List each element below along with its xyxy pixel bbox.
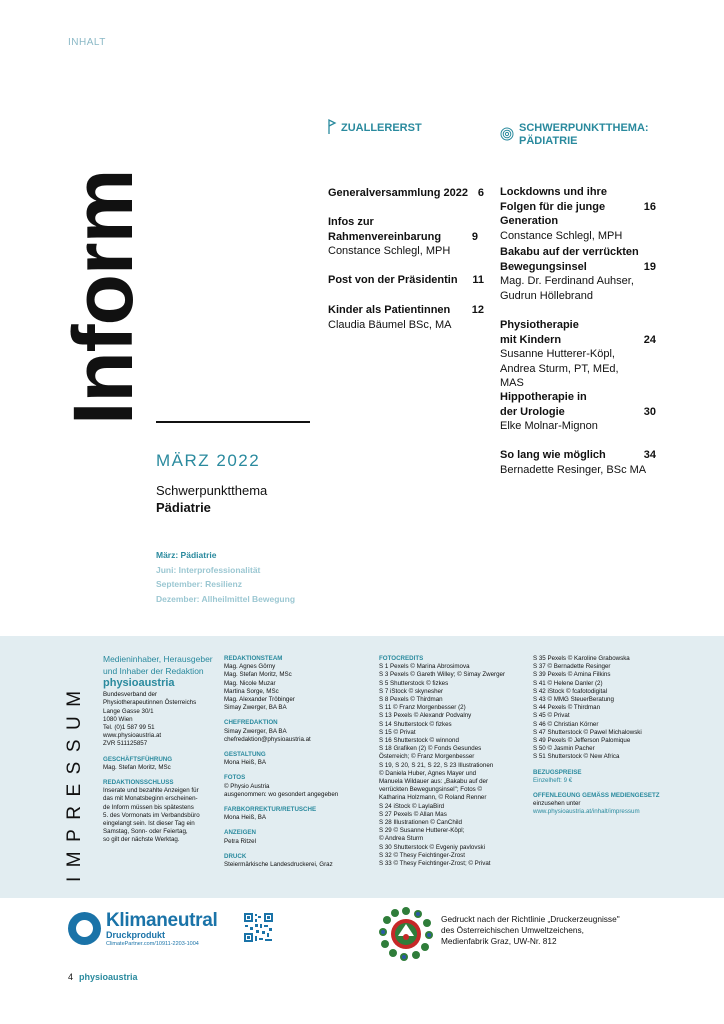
credit-line: S 30 Shutterstock © Evgeniy pavlovski — [379, 843, 486, 851]
impressum-link[interactable]: www.physioaustria.at/inhalt/impressum — [533, 808, 640, 816]
toc-title: Infos zur Rahmenvereinbarung — [328, 216, 442, 243]
credit-line: S 29 © Susanne Hutterer-Köpl; — [379, 827, 465, 835]
credit-line: S 41 © Helene Danler (2) — [533, 679, 603, 687]
magazine-title-text: Inform — [56, 169, 150, 425]
credit-line: Österreich; © Franz Morgenbesser — [379, 753, 475, 761]
flag-icon — [328, 119, 336, 135]
footer-brand: physioaustria — [79, 972, 138, 982]
prices-heading: BEZUGSPREISE — [533, 768, 582, 776]
toc-entry[interactable] — [328, 273, 484, 288]
credit-line: © Daniela Huber, Agnes Mayer und — [379, 769, 477, 777]
credit-line: S 28 Illustrationen © CanChild — [379, 819, 462, 827]
section-heading-schwerpunkt — [519, 122, 649, 148]
chief-name: Simay Zwerger, BA BA — [224, 727, 287, 735]
chief-email: chefredaktion@physioaustria.at — [224, 735, 311, 743]
toc-page: 11 — [472, 274, 484, 286]
team-heading: REDAKTIONSTEAM — [224, 655, 283, 662]
umwelt-line: Medienfabrik Graz, UW-Nr. 812 — [441, 936, 557, 946]
credit-line: S 27 Pexels © Allan Mas — [379, 810, 447, 818]
credit-line: S 14 Shutterstock © fizkes — [379, 720, 452, 728]
schedule-item: Dezember: Allheilmittel Bewegung — [156, 594, 296, 605]
credit-line: S 16 Shutterstock © winnond — [379, 737, 459, 745]
toc-title: Lockdowns und ihre Folgen für die junge Generation — [500, 186, 607, 227]
team-member: Mag. Stefan Moritz, MSc — [224, 671, 292, 679]
design-name: Mona Heiß, BA — [224, 759, 266, 767]
credit-line: S 5 Shutterstock © fizkes — [379, 679, 449, 687]
address-line: Physiotherapeutinnen Österreichs — [103, 699, 197, 707]
magazine-title — [56, 120, 150, 425]
toc-entry[interactable] — [500, 245, 656, 303]
credit-line: S 24 iStock © LaylaBird — [379, 802, 445, 810]
credit-line: S 50 © Jasmin Pacher — [533, 745, 595, 753]
toc-author: Constance Schlegl, MPH — [500, 229, 623, 242]
credit-line: S 45 © Privat — [533, 712, 570, 720]
print-heading: DRUCK — [224, 852, 247, 860]
deadline-line: eingelangt sein. Ist dieser Tag ein — [103, 820, 195, 828]
page-number: 4 — [68, 972, 74, 982]
toc-page: 9 — [471, 231, 478, 243]
credit-line: S 42 iStock © fcafotodigital — [533, 687, 608, 695]
impressum-col-owner — [103, 654, 215, 845]
owner-heading: Medieninhaber, Herausgeber und Inhaber der Redaktion — [103, 654, 213, 676]
team-member: Simay Zwerger, BA BA — [224, 704, 287, 712]
credits-heading: FOTOCREDITS — [379, 655, 424, 662]
impressum-col-team — [224, 655, 364, 869]
impressum-title-text: IMPRESSUM — [64, 681, 85, 882]
deadline-heading: REDAKTIONSSCHLUSS — [103, 779, 174, 787]
credit-line: S 11 © Franz Morgenbesser (2) — [379, 704, 466, 712]
credit-line: S 49 Pexels © Jefferson Palomique — [533, 737, 631, 745]
toc-author: Susanne Hutterer-Köpl, Andrea Sturm, PT, MEd, MAS — [500, 348, 619, 389]
impressum-title — [62, 648, 84, 884]
credit-line: S 44 Pexels © Thirdman — [533, 704, 601, 712]
toc-entry[interactable] — [500, 318, 656, 391]
credit-line: S 35 Pexels © Karoline Grabowska — [533, 655, 630, 662]
toc-entry[interactable] — [500, 448, 656, 477]
qr-code-icon[interactable] — [243, 912, 274, 943]
address-line: 1080 Wien — [103, 715, 133, 723]
toc-title: So lang wie möglich — [500, 449, 606, 461]
credit-line: S 15 © Privat — [379, 728, 416, 736]
deadline-line: das mit Monatsbeginn erscheinen- — [103, 795, 198, 803]
toc-title: Generalversammlung 2022 — [328, 187, 469, 199]
design-heading: GESTALTUNG — [224, 751, 266, 759]
toc-page: 16 — [643, 201, 656, 213]
toc-entry[interactable] — [500, 390, 656, 434]
credit-line: verrückten Bewegungsinsel"; Fotos © — [379, 786, 483, 794]
credit-line: S 43 © MMG SteuerBeratung — [533, 696, 614, 704]
toc-entry[interactable] — [328, 186, 484, 201]
credit-line: S 33 © Thesy Feichtinger-Zrost; © Privat — [379, 860, 491, 868]
klimaneutral-badge — [68, 910, 238, 950]
impressum-col-credits — [379, 655, 524, 868]
umweltzeichen-text — [441, 914, 631, 947]
ads-name: Petra Ritzel — [224, 837, 256, 845]
gf-heading: GESCHÄFTSFÜHRUNG — [103, 755, 173, 763]
toc-page: 24 — [643, 334, 656, 346]
toc-author: Constance Schlegl, MPH — [328, 245, 451, 257]
toc-entry[interactable] — [328, 303, 484, 332]
issue-date: MÄRZ 2022 — [156, 451, 261, 470]
focus-prefix: Schwerpunktthema — [156, 483, 268, 498]
section-heading-line: SCHWERPUNKTTHEMA: — [519, 122, 649, 134]
address-line: ZVR 511125857 — [103, 740, 148, 748]
deadline-line: Inserate und bezahlte Anzeigen für — [103, 787, 199, 795]
credit-line: S 8 Pexels © Thirdman — [379, 696, 443, 704]
umwelt-line: Gedruckt nach der Richtlinie „Druckerzeugnisse" — [441, 914, 620, 924]
credit-line: S 18 Grafiken (2) © Fonds Gesundes — [379, 745, 482, 753]
gf-name: Mag. Stefan Moritz, MSc — [103, 763, 171, 771]
credit-line: © Andrea Sturm — [379, 835, 424, 843]
toc-page: 34 — [643, 449, 656, 461]
issue-schedule — [156, 548, 295, 607]
disclosure-heading: OFFENLEGUNG GEMÄSS MEDIENGESETZ — [533, 792, 660, 800]
umweltzeichen-icon — [378, 906, 434, 962]
toc-title: Kinder als Patientinnen — [328, 304, 451, 316]
klima-title: Klimaneutral — [106, 910, 218, 931]
physioaustria-logo: physioaustria — [103, 677, 175, 689]
price-single: Einzelheft: 9 € — [533, 776, 573, 784]
ads-heading: ANZEIGEN — [224, 829, 256, 837]
section-heading-zuallererst: ZUALLERERST — [341, 122, 422, 134]
credit-line: Katharina Holzmann, © Roland Renner — [379, 794, 487, 802]
klima-url: ClimatePartner.com/10911-2203-1004 — [106, 941, 199, 947]
credit-line: S 19, S 20, S 21, S 22, S 23 Illustrationen — [379, 761, 494, 769]
team-member: Mag. Nicole Muzar — [224, 679, 276, 687]
color-name: Mona Heiß, BA — [224, 814, 266, 822]
deadline-line: so gilt der nächste Werktag. — [103, 836, 180, 844]
address-line: Lange Gasse 30/1 — [103, 707, 154, 715]
umwelt-line: des Österreichischen Umweltzeichens, — [441, 925, 584, 935]
toc-title: Hippotherapie in der Urologie — [500, 391, 587, 418]
credit-line: S 13 Pexels © Alexandr Podvalny — [379, 712, 472, 720]
credit-line: S 1 Pexels © Marina Abrosimova — [379, 663, 470, 671]
deadline-line: 5. des Vormonats im Verbandsbüro — [103, 811, 200, 819]
toc-author: Claudia Bäumel BSc, MA — [328, 318, 452, 331]
section-heading-line: PÄDIATRIE — [519, 135, 578, 147]
toc-page: 19 — [643, 261, 656, 273]
schedule-item: Juni: Interprofessionalität — [156, 564, 261, 575]
focus-title: Pädiatrie — [156, 500, 211, 515]
team-member: Mag. Alexander Tröbinger — [224, 696, 295, 704]
section-label: INHALT — [68, 37, 106, 48]
schedule-item: September: Resilienz — [156, 579, 242, 590]
page-footer — [68, 972, 138, 982]
climatepartner-icon — [68, 912, 101, 945]
address-line: Tel. (0)1 587 99 51 — [103, 724, 155, 732]
photos-heading: FOTOS — [224, 774, 246, 782]
credit-line: S 39 Pexels © Amina Filkins — [533, 671, 611, 679]
deadline-line: Samstag, Sonn- oder Feiertag, — [103, 828, 188, 836]
toc-entry[interactable] — [500, 185, 656, 243]
impressum-col-credits2 — [533, 655, 683, 817]
toc-page: 12 — [471, 304, 484, 316]
klima-subtitle: Druckprodukt — [106, 930, 166, 940]
team-member: Mag. Agnes Görny — [224, 663, 276, 671]
credit-line: S 47 Shutterstock © Pawel Michalowski — [533, 728, 642, 736]
toc-author: Elke Molnar-Mignon — [500, 420, 598, 432]
credit-line: S 7 iStock © skynesher — [379, 687, 444, 695]
print-name: Steiermärkische Landesdruckerei, Graz — [224, 861, 333, 869]
credit-line: S 32 © Thesy Feichtinger-Zrost — [379, 851, 465, 859]
credit-line: S 37 © Bernadette Resinger — [533, 663, 611, 671]
disclosure-line: einzusehen unter — [533, 800, 581, 808]
toc-entry[interactable] — [328, 215, 478, 259]
toc-author: Bernadette Resinger, BSc MA — [500, 463, 647, 476]
deadline-line: de Inform müssen bis spätestens — [103, 803, 194, 811]
schedule-item: März: Pädiatrie — [156, 550, 217, 560]
team-member: Martina Sorge, MSc — [224, 687, 279, 695]
toc-title: Post von der Präsidentin — [328, 274, 458, 286]
photos-line: ausgenommen: wo gesondert angegeben — [224, 790, 339, 798]
title-divider — [156, 421, 310, 423]
credit-line: S 46 © Christian Körner — [533, 720, 599, 728]
toc-author: Mag. Dr. Ferdinand Auhser, Gudrun Höllebrand — [500, 275, 634, 302]
credit-line: S 3 Pexels © Gareth Willey; © Simay Zwerger — [379, 671, 506, 679]
photos-line: © Physio Austria — [224, 782, 270, 790]
address-line: Bundesverband der — [103, 691, 158, 699]
toc-page: 30 — [643, 406, 656, 418]
toc-page: 6 — [477, 187, 484, 199]
chief-heading: CHEFREDAKTION — [224, 719, 278, 727]
toc-title: Physiotherapie mit Kindern — [500, 319, 579, 346]
color-heading: FARBKORREKTUR/RETUSCHE — [224, 806, 317, 814]
target-icon — [500, 127, 514, 141]
credit-line: S 51 Shutterstock © New Africa — [533, 753, 620, 761]
toc-title: Bakabu auf der verrückten Bewegungsinsel — [500, 246, 639, 273]
address-line: www.physioaustria.at — [103, 732, 162, 740]
credit-line: Manuela Wildauer aus: „Bakabu auf der — [379, 778, 489, 786]
